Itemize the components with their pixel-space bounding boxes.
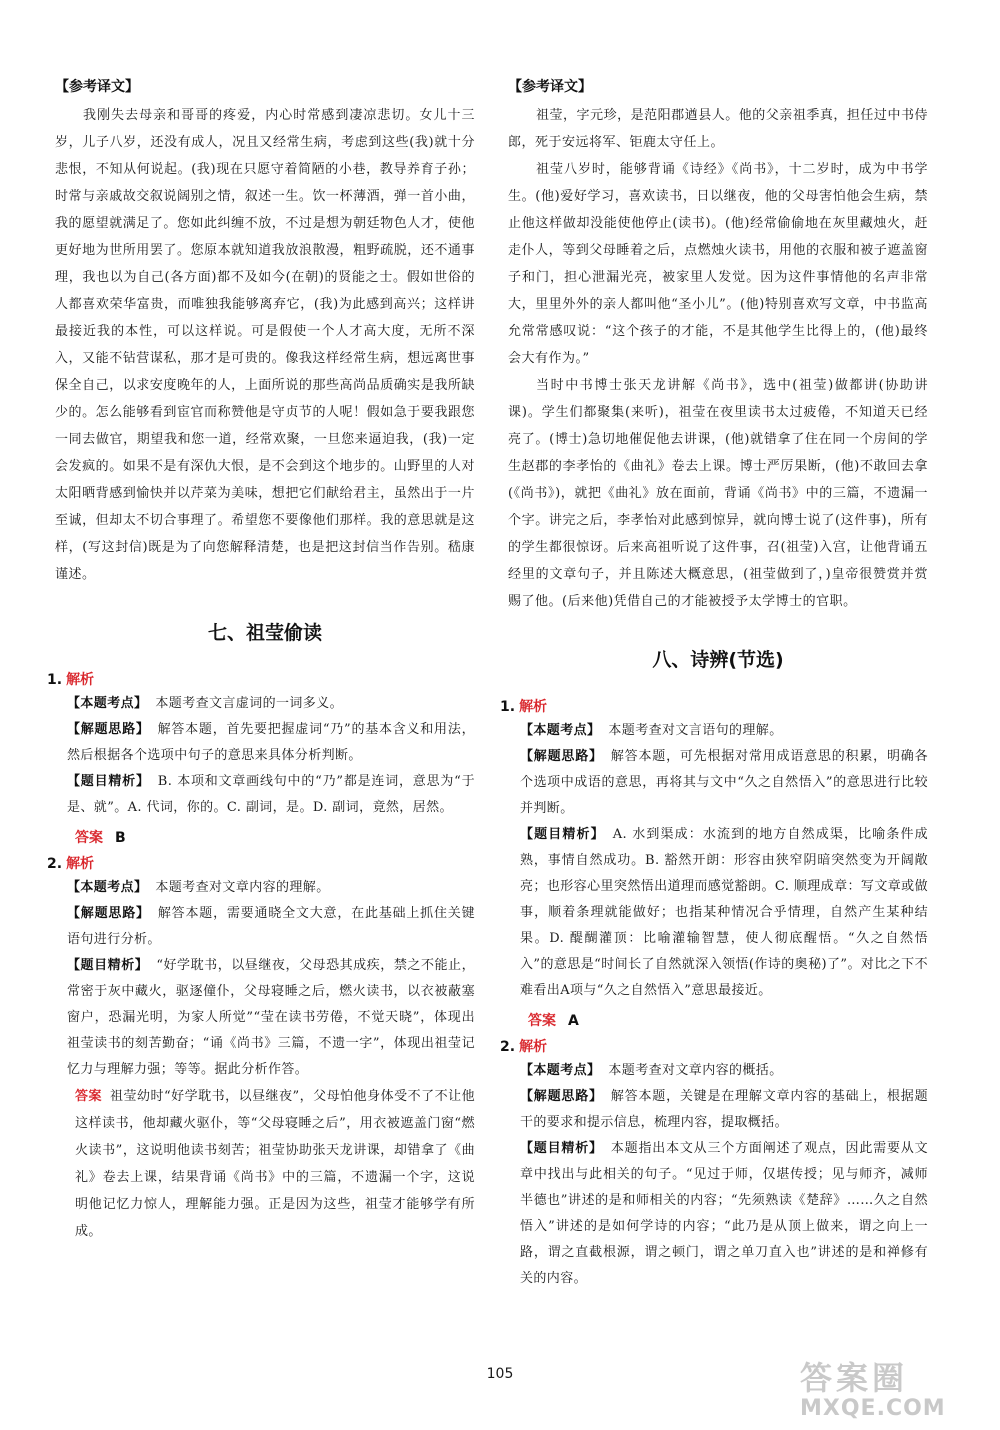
exam-point-text: 本题考查对文章内容的理解。: [155, 880, 330, 895]
exam-point-key: 【本题考点】: [67, 880, 148, 895]
answer-value: B: [115, 830, 126, 846]
detailed-analysis-text: “好学耽书，以昼继夜，父母恐其成疾，禁之不能止，常密于灰中藏火，驱逐僮仆，父母寝睡之后，燃火读书，以衣被蔽塞窗户，恐漏光明，为家人所觉”“莹在读书劳倦，不觉天晓”，体现出祖莹读书的刻苦勤奋；“诵《尚书》三篇，不遗一字”，体现出祖莹记忆力与理解力强；等等。据此分析作答。: [67, 958, 476, 1077]
solution-idea-text: 解答本题，需要通晓全文大意，在此基础上抓住关键语句进行分析。: [67, 906, 475, 947]
answer-key: 答案: [528, 1013, 556, 1029]
exam-point: [67, 875, 475, 901]
translation-paragraph: 我刚失去母亲和哥哥的疼爱，内心时常感到凄凉悲切。女儿十三岁，儿子八岁，还没有成人，况且又经常生病，考虑到这些(我)就十分悲恨，不知从何说起。(我)现在只愿守着简陋的小巷，教导养育子孙；时常与亲戚故交叙说阔别之情，叙述一生。饮一杯薄酒，弹一首小曲，我的愿望就满足了。您如此纠缠不放，不过是想为朝廷物色人才，使他更好地为世所用罢了。您原本就知道我放浪散漫，粗野疏脱，还不通事理，我也以为自己(各方面)都不及如今(在朝)的贤能之士。假如世俗的人都喜欢荣华富贵，而唯独我能够离弃它，(我)为此感到高兴；这样讲最接近我的本性，可以这样说。可是假使一个人才高大度，无所不深入，又能不钻营谋私，那才是可贵的。像我这样经常生病，想远离世事保全自己，以求安度晚年的人，上面所说的那些高尚品质确实是我所缺少的。怎么能够看到宦官而称赞他是守贞节的人呢！假如急于要我跟您一同去做官，期望我和您一道，经常欢聚，一旦您来逼迫我，(我)一定会发疯的。如果不是有深仇大恨，是不会到这个地步的。山野里的人对太阳晒背感到愉快并以芹菜为美味，想把它们献给君主，虽然出于一片至诚，但却太不切合事理了。希望您不要像他们那样。我的意思就是这样，(写这封信)既是为了向您解释清楚，也是把这封信当作告别。嵇康谨述。: [55, 108, 475, 582]
analysis-label: 解析: [519, 1039, 548, 1055]
solution-idea: [520, 744, 928, 822]
exam-point: [520, 718, 928, 744]
exam-point-text: 本题考查文言虚词的一词多义。: [155, 696, 344, 711]
translation-paragraph: 祖莹，字元珍，是范阳郡遒县人。他的父亲祖季真，担任过中书侍郎，死于安远将军、钜鹿太守任上。: [508, 108, 928, 150]
detailed-analysis-text: B. 本项和文章画线句中的“乃”都是连词，意思为“于是、就”。A. 代词，你的。C. 副词，是。D. 副词，竟然，居然。: [67, 774, 476, 815]
solution-idea: [67, 901, 475, 953]
solution-idea: [67, 717, 475, 769]
detailed-analysis: [67, 769, 475, 821]
answer-value: A: [568, 1013, 579, 1029]
solution-idea: [520, 1084, 928, 1136]
detailed-analysis: [520, 822, 928, 1004]
solution-idea-text: 解答本题，可先根据对常用成语意思的积累，明确各个选项中成语的意思，再将其与文中“久之自然悟入”的意思进行比较并判断。: [520, 749, 928, 816]
question-number: [500, 696, 928, 716]
left-column: [47, 78, 476, 1245]
analysis-label: 解析: [66, 672, 95, 688]
exam-point-key: 【本题考点】: [520, 723, 601, 738]
answer: [75, 827, 475, 847]
reference-translation-tag: 【参考译文】: [55, 79, 139, 95]
detailed-analysis-key: 【题目精析】: [520, 827, 605, 842]
exam-point: [67, 691, 475, 717]
answer-key: 答案: [75, 830, 103, 846]
detailed-analysis-key: 【题目精析】: [520, 1141, 603, 1156]
answer: [528, 1010, 928, 1030]
question-number: [47, 853, 475, 873]
section-title: 八、诗辨(节选): [652, 649, 784, 671]
solution-idea-key: 【解题思路】: [520, 749, 603, 764]
translation-paragraph: 祖莹八岁时，能够背诵《诗经》《尚书》，十二岁时，成为中书学生。(他)爱好学习，喜欢读书，日以继夜，他的父母害怕他会生病，禁止他这样做却没能使他停止(读书)。(他)经常偷偷地在灰里藏烛火，赶走仆人，等到父母睡着之后，点燃烛火读书，用他的衣服和被子遮盖窗子和门，担心泄漏光亮，被家里人发觉。因为这件事情他的名声非常大，里里外外的亲人都叫他“圣小儿”。(他)特别喜欢写文章，中书监高允常常感叹说：“这个孩子的才能，不是其他学生比得上的，(他)最终会大有作为。”: [508, 162, 928, 366]
question-number: [47, 669, 475, 689]
detailed-analysis-text: 本题指出本文从三个方面阐述了观点，因此需要从文章中找出与此相关的句子。“见过于师，仅堪传授；见与师齐，减师半德也”讲述的是和师相关的内容；“先须熟读《楚辞》……久之自然悟入”讲述的是如何学诗的内容；“此乃是从顶上做来，谓之向上一路，谓之直截根源，谓之顿门，谓之单刀直入也”讲述的是和禅修有关的内容。: [520, 1141, 928, 1286]
page-number: 105: [486, 1366, 514, 1382]
right-column: [500, 78, 928, 1292]
section-title: 七、祖莹偷读: [207, 622, 322, 644]
exam-point-text: 本题考查对文章内容的概括。: [608, 1063, 783, 1078]
answer-text: 祖莹幼时“好学耽书，以昼继夜”，父母怕他身体受不了不让他这样读书，他却藏火驱仆，等“父母寝睡之后”，用衣被遮盖门窗“燃火读书”，这说明他读书刻苦；祖莹协助张天龙讲课，却错拿了《曲礼》卷去上课，结果背诵《尚书》中的三篇，不遗漏一个字，这说明他记忆力惊人，理解能力强。正是因为这些，祖莹才能够学有所成。: [75, 1089, 475, 1239]
detailed-analysis-key: 【题目精析】: [67, 958, 149, 973]
question-number-text: 1.: [500, 699, 516, 715]
exam-point-key: 【本题考点】: [67, 696, 148, 711]
solution-idea-key: 【解题思路】: [67, 722, 150, 737]
question-number-text: 2.: [500, 1039, 516, 1055]
solution-idea-key: 【解题思路】: [67, 906, 150, 921]
detailed-analysis: [67, 953, 475, 1083]
reference-translation-tag: 【参考译文】: [508, 79, 592, 95]
solution-idea-text: 解答本题，关键是在理解文章内容的基础上，根据题干的要求和提示信息，梳理内容，提取概括。: [520, 1089, 928, 1130]
watermark-logo: [800, 1360, 990, 1426]
solution-idea-key: 【解题思路】: [520, 1089, 603, 1104]
exam-point: [520, 1058, 928, 1084]
detailed-analysis-text: A. 水到渠成：水流到的地方自然成渠，比喻条件成熟，事情自然成功。B. 豁然开朗：形容由狭窄阴暗突然变为开阔敞亮；也形容心里突然悟出道理而感觉豁朗。C. 顺理成章：写文章或做事，顺着条理就能做好；也指某种情况合乎情理，自然产生某种结果。D. 醍醐灌顶：比喻灌输智慧，使人彻底醒悟。“久之自然悟入”的意思是“时间长了自然就深入领悟(作诗的奥秘)了”。对比之下不难看出A项与“久之自然悟入”意思最接近。: [520, 827, 928, 998]
exam-point-text: 本题考查对文言语句的理解。: [608, 723, 783, 738]
question-number: [500, 1036, 928, 1056]
exam-point-key: 【本题考点】: [520, 1063, 601, 1078]
solution-idea-text: 解答本题，首先要把握虚词“乃”的基本含义和用法，然后根据各个选项中句子的意思来具体分析判断。: [67, 722, 475, 763]
watermark-line2: MXQE.COM: [800, 1396, 946, 1421]
detailed-analysis: [520, 1136, 928, 1292]
answer: [75, 1083, 475, 1245]
analysis-label: 解析: [519, 699, 548, 715]
question-number-text: 2.: [47, 856, 63, 872]
detailed-analysis-key: 【题目精析】: [67, 774, 150, 789]
analysis-label: 解析: [66, 856, 95, 872]
answer-key: 答案: [75, 1089, 102, 1104]
translation-paragraph: 当时中书博士张天龙讲解《尚书》，选中(祖莹)做都讲(协助讲课)。学生们都聚集(来听)，祖莹在夜里读书太过疲倦，不知道天已经亮了。(博士)急切地催促他去讲课，(他)就错拿了住在同一个房间的学生赵郡的李孝怡的《曲礼》卷去上课。博士严厉果断，(他)不敢回去拿(《尚书》)，就把《曲礼》放在面前，背诵《尚书》中的三篇，不遗漏一个字。讲完之后，李孝怡对此感到惊异，就向博士说了(这件事)，所有的学生都很惊讶。后来高祖听说了这件事，召(祖莹)入宫，让他背诵五经里的文章句子，并且陈述大概意思，(祖莹做到了，)皇帝很赞赏并赏赐了他。(后来他)凭借自己的才能被授予太学博士的官职。: [508, 378, 928, 609]
question-number-text: 1.: [47, 672, 63, 688]
watermark-line1: 答案圈: [800, 1359, 909, 1397]
